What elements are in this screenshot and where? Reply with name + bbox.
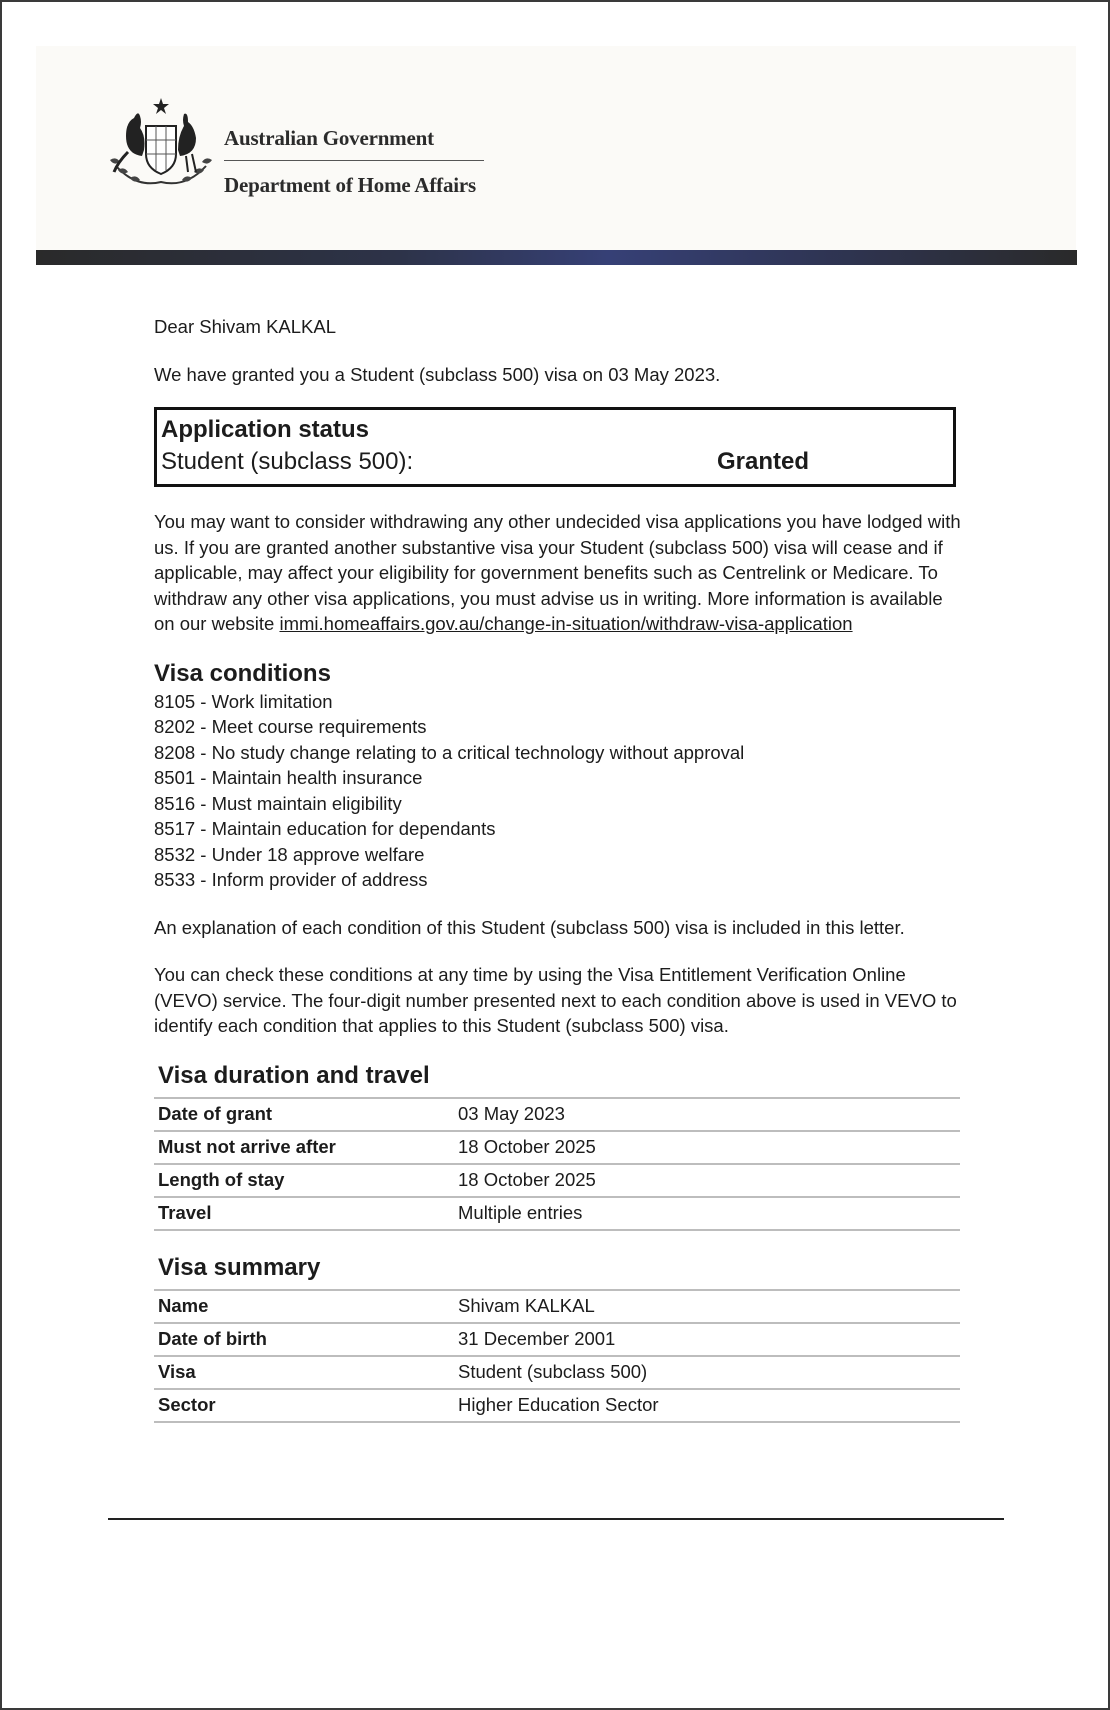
letter-body: [154, 314, 964, 1445]
table-row: [154, 1390, 960, 1423]
table-row: [154, 1099, 960, 1132]
list-item: 8202 - Meet course requirements: [154, 716, 427, 737]
list-item: 8533 - Inform provider of address: [154, 869, 428, 890]
application-status-heading: Application status: [161, 416, 370, 443]
table-label: Travel: [158, 1201, 212, 1223]
application-status-row: [161, 446, 951, 478]
table-row: [154, 1132, 960, 1165]
list-item: 8517 - Maintain education for dependants: [154, 818, 496, 839]
table-value: Multiple entries: [458, 1201, 583, 1223]
application-status-label: Student (subclass 500):: [161, 448, 414, 475]
table-row: [154, 1165, 960, 1198]
list-item: 8105 - Work limitation: [154, 690, 333, 712]
table-value: Student (subclass 500): [458, 1360, 648, 1382]
table-label: Date of grant: [158, 1102, 273, 1124]
coat-of-arms-icon: [96, 96, 226, 196]
visa-conditions-heading: Visa conditions: [154, 659, 331, 687]
agency-name-block: [224, 126, 484, 198]
table-label: Name: [158, 1294, 209, 1316]
list-item: 8501 - Maintain health insurance: [154, 767, 423, 788]
table-row: [154, 1291, 960, 1324]
visa-summary-heading: Visa summary: [158, 1253, 321, 1281]
table-value: 18 October 2025: [458, 1135, 596, 1157]
table-row: [154, 1198, 960, 1231]
table-label: Length of stay: [158, 1168, 285, 1190]
table-value: 18 October 2025: [458, 1168, 596, 1190]
list-item: 8532 - Under 18 approve welfare: [154, 843, 425, 865]
visa-duration-heading: Visa duration and travel: [158, 1061, 430, 1089]
list-item: 8516 - Must maintain eligibility: [154, 792, 402, 814]
grant-intro: We have granted you a Student (subclass 500) visa on 03 May 2023.: [154, 363, 721, 385]
table-value: 31 December 2001: [458, 1327, 616, 1349]
withdraw-notice-text: You may want to consider withdrawing any other undecided visa applications you have lodged with us. If you are granted another substantive visa your Student (subclass 500) visa will cease and if applicable, may affect your eligibility for government benefits such as Centrelink or Medicare. To withdraw any other visa applications, you must advise us in writing. More information is available on our website: [154, 511, 961, 634]
application-status-value: Granted: [717, 448, 810, 475]
table-label: Date of birth: [158, 1327, 267, 1349]
table-value: Shivam KALKAL: [458, 1294, 595, 1316]
footer-divider: [108, 1518, 1004, 1520]
letterhead-band: [36, 250, 1077, 265]
table-value: 03 May 2023: [458, 1102, 565, 1124]
table-label: Sector: [158, 1393, 216, 1415]
visa-conditions-list: [154, 689, 964, 893]
withdraw-info-link[interactable]: immi.homeaffairs.gov.au/change-in-situation/withdraw-visa-application: [279, 613, 853, 634]
table-label: Must not arrive after: [158, 1135, 336, 1157]
visa-summary-table: [154, 1289, 960, 1423]
application-status-box: [154, 407, 956, 487]
withdraw-notice: [154, 509, 964, 637]
table-value: Higher Education Sector: [458, 1393, 659, 1415]
table-row: [154, 1357, 960, 1390]
conditions-explanation: An explanation of each condition of this Student (subclass 500) visa is included in this letter.: [154, 916, 905, 938]
letterhead: [36, 46, 1076, 252]
list-item: 8208 - No study change relating to a critical technology without approval: [154, 741, 745, 763]
table-row: [154, 1324, 960, 1357]
vevo-note: You can check these conditions at any time by using the Visa Entitlement Verification Online (VEVO) service. The four-digit number presented next to each condition above is used in VEVO to identify each condition that applies to this Student (subclass 500) visa.: [154, 964, 957, 1036]
department-name: Department of Home Affairs: [224, 173, 476, 197]
table-label: Visa: [158, 1360, 196, 1382]
salutation: Dear Shivam KALKAL: [154, 316, 337, 337]
government-name: Australian Government: [224, 126, 484, 161]
visa-duration-table: [154, 1097, 960, 1231]
